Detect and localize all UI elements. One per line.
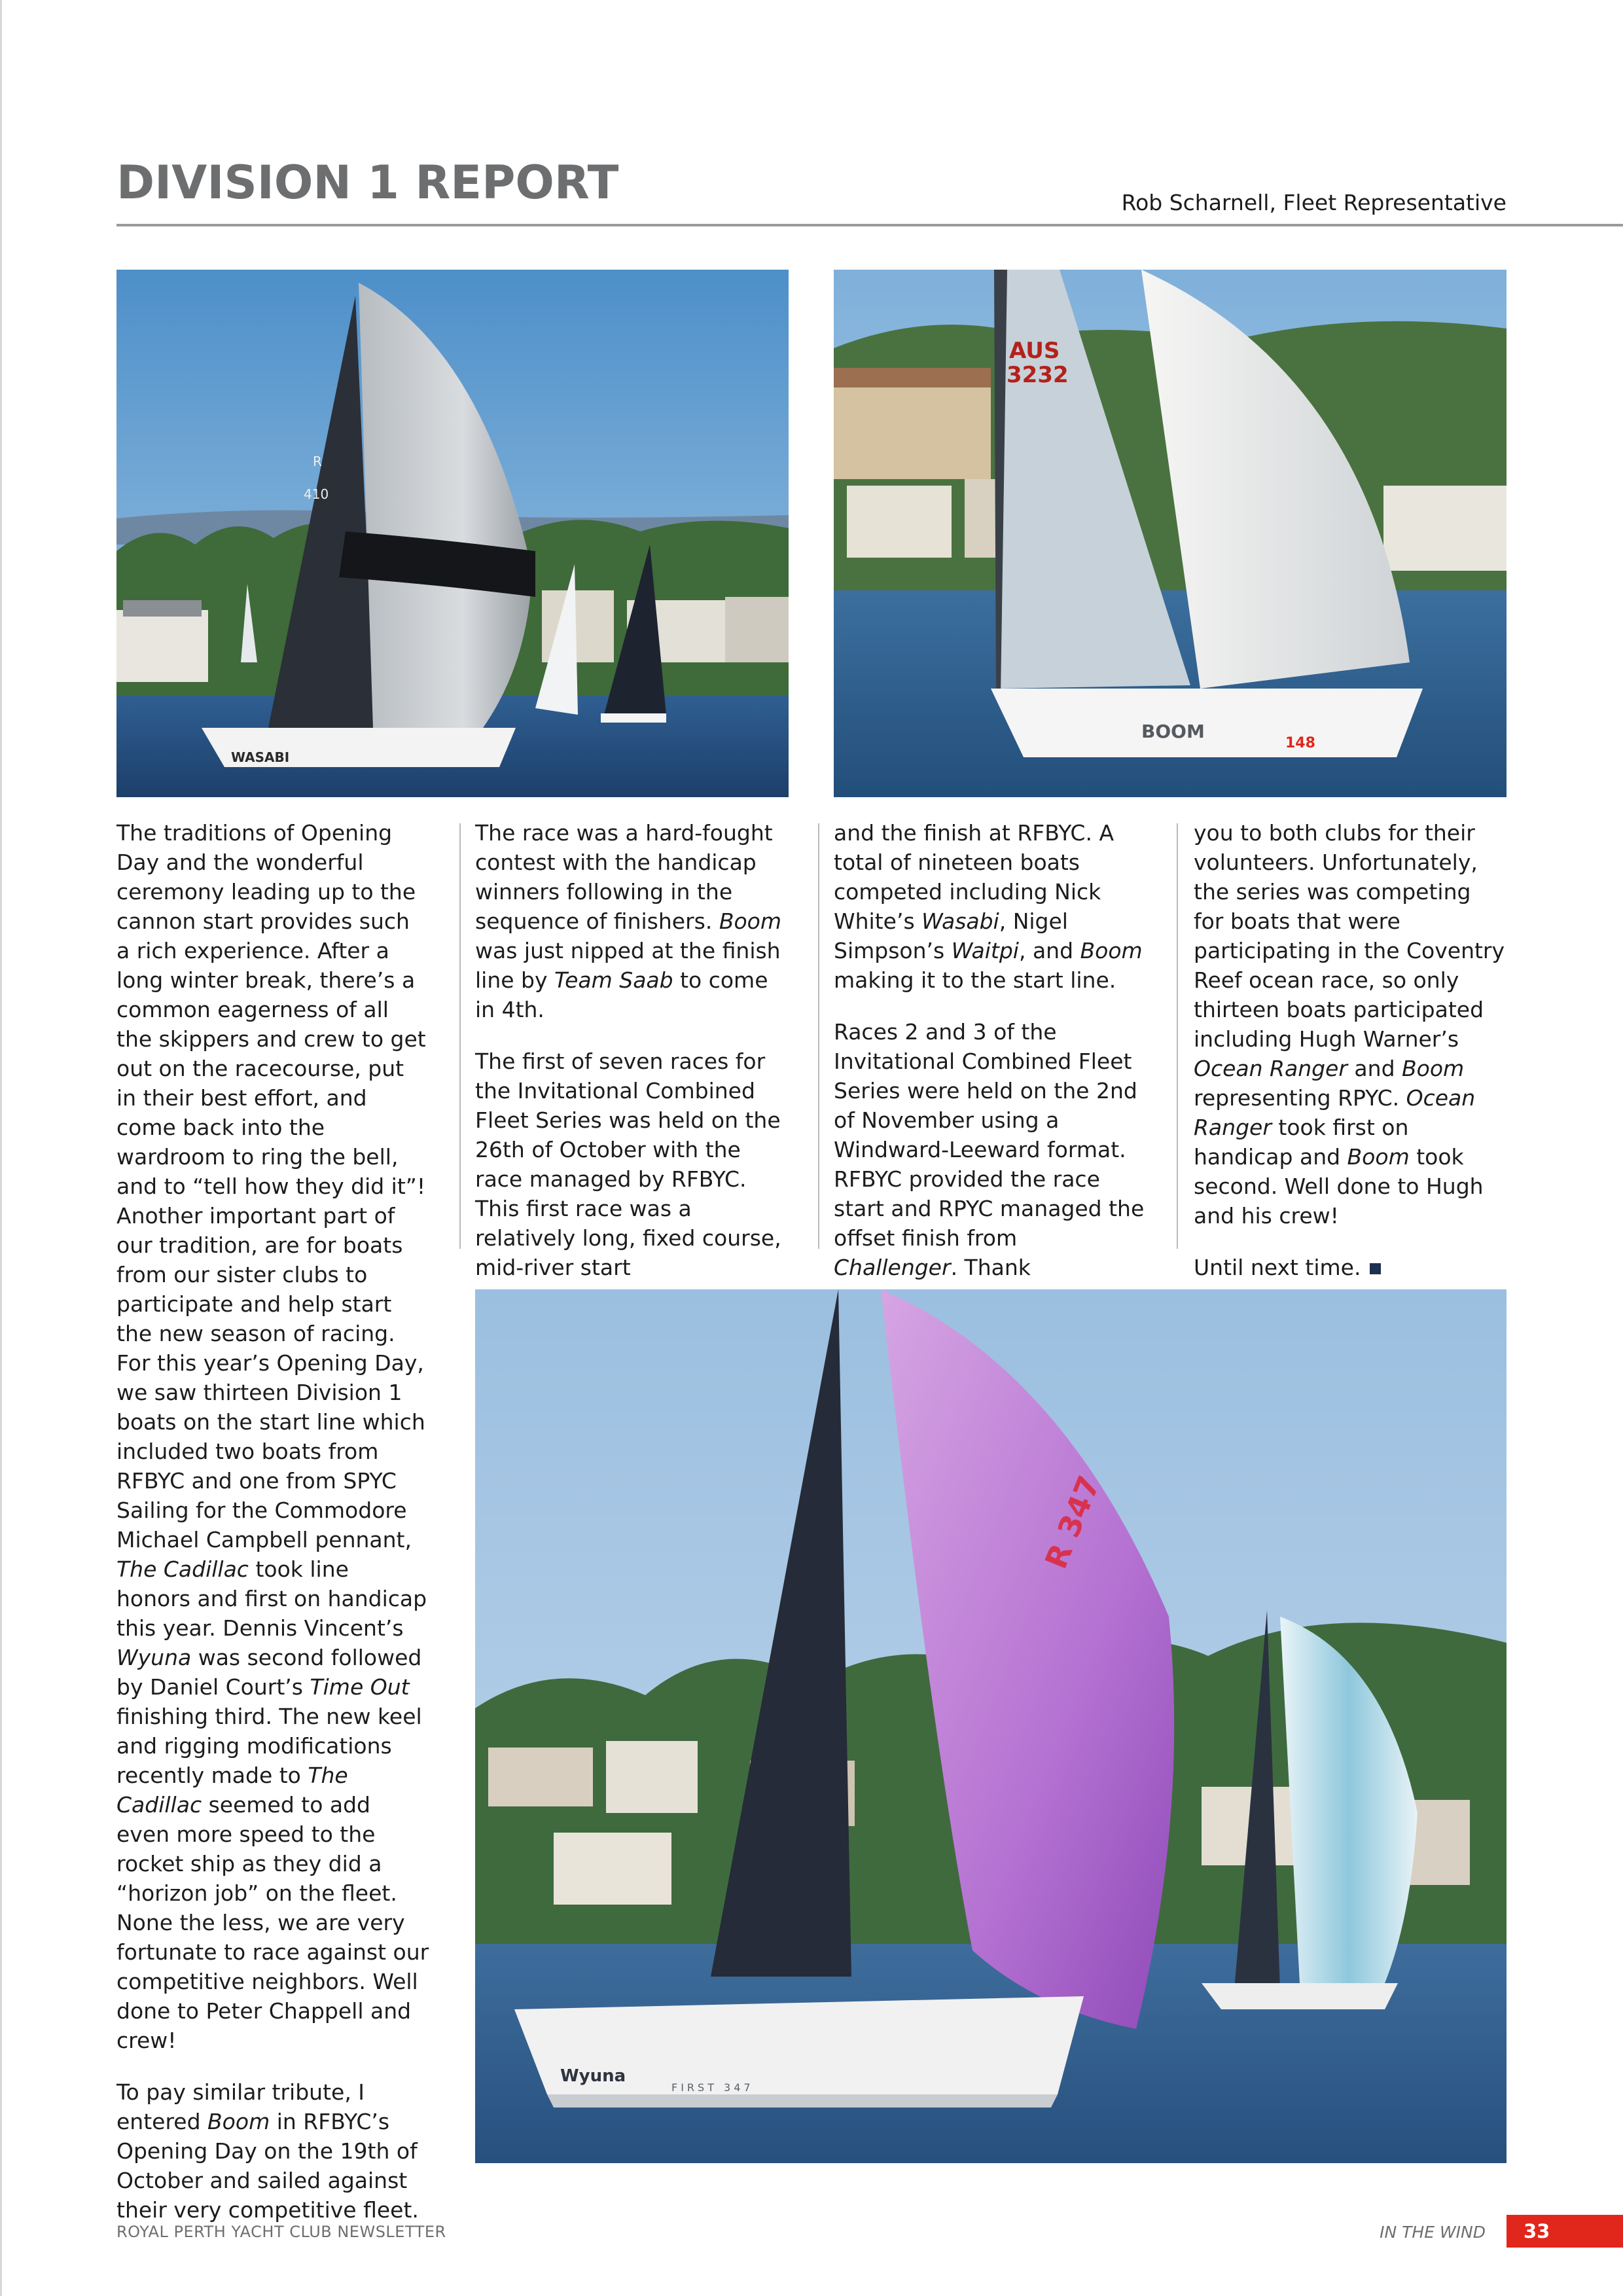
italic-text: Ocean Ranger: [1194, 1056, 1347, 1081]
section-name: IN THE WIND: [1380, 2223, 1486, 2242]
italic-text: Boom: [1402, 1056, 1465, 1081]
boom-bow-number: 148: [1285, 735, 1315, 751]
article-paragraph: [475, 818, 788, 1024]
article-column-4: [1194, 818, 1507, 1304]
text-run: finishing third. The new keel and rigging modifications recently made to: [116, 1704, 422, 1788]
text-run: Races 2 and 3 of the Invitational Combined Fleet Series were held on the 2nd of November using a Windward-Leeward format. RFBYC provided the race start and RPYC managed the offset finish from: [834, 1019, 1145, 1251]
italic-text: Wasabi: [921, 908, 999, 934]
text-run: and: [1347, 1056, 1402, 1081]
text-run: making it to the start line.: [834, 967, 1116, 993]
text-run: , and: [1018, 938, 1080, 963]
italic-text: Boom: [207, 2109, 270, 2134]
italic-text: The Cadillac: [116, 1763, 348, 1818]
text-run: to come in 4th.: [475, 967, 768, 1022]
text-run: The traditions of Opening Day and the wonderful ceremony leading up to the cannon start provides such a rich experience. After a long winter break, there’s a common eagerness of all the skippers and crew to get out on the racecourse, put in their best effort, and come back into the wardroom to ring the bell, and to “tell how they did it”! Another important part of our tradition, are for boats from our sister clubs to participate and help start the new season of racing. For this year’s Opening Day, we saw thirteen Division 1 boats on the start line which included two boats from RFBYC and one from SPYC Sailing for the Commodore Michael Campbell pennant,: [116, 820, 426, 1552]
italic-text: Boom: [719, 908, 782, 934]
wyuna-spinnaker-number: R 347: [1038, 1471, 1107, 1574]
wasabi-sail-number: 410: [304, 486, 329, 502]
text-run: Until next time.: [1194, 1255, 1361, 1280]
text-run: To pay similar tribute, I entered: [116, 2079, 365, 2134]
photo-wyuna-spinnaker: [475, 1289, 1507, 2163]
article-column-3: [834, 818, 1147, 1304]
page-edge-rule: [0, 0, 2, 2296]
italic-text: Boom: [1080, 938, 1143, 963]
wasabi-hull-name: WASABI: [231, 749, 290, 765]
text-run: took first on handicap and: [1194, 1115, 1409, 1170]
text-run: and the finish at RFBYC. A total of nineteen boats competed including Nick White’s: [834, 820, 1115, 934]
photo-boom-upwind: [834, 270, 1507, 797]
wyuna-hull-model: FIRST 347: [671, 2081, 754, 2094]
article-paragraph: [1194, 1253, 1507, 1282]
header-divider: [116, 224, 1623, 226]
text-run: took second. Well done to Hugh and his crew!: [1194, 1144, 1484, 1229]
italic-text: Waitpi: [951, 938, 1019, 963]
text-run: took line honors and first on handicap this year. Dennis Vincent’s: [116, 1556, 427, 1641]
text-run: The first of seven races for the Invitational Combined Fleet Series was held on the 26th of October with the race managed by RFBYC. This first race was a relatively long, fixed course, mid-river start: [475, 1049, 781, 1280]
closing-line: [1194, 1255, 1361, 1280]
column-divider: [459, 823, 461, 1249]
text-run: representing RPYC.: [1194, 1085, 1406, 1111]
text-run: seemed to add even more speed to the rocket ship as they did a “horizon job” on the fleet. None the less, we are very fortunate to race against our competitive neighbors. Well done to Peter Chappell and crew!: [116, 1792, 429, 2053]
column-divider: [818, 823, 819, 1249]
article-paragraph: [1194, 818, 1507, 1230]
italic-text: Team Saab: [554, 967, 673, 993]
column-divider: [1177, 823, 1178, 1249]
italic-text: Challenger: [834, 1255, 951, 1280]
italic-text: Boom: [1347, 1144, 1410, 1170]
article-paragraph: [475, 1047, 788, 1282]
author-byline: Rob Scharnell, Fleet Representative: [1121, 190, 1507, 215]
article-paragraph: [116, 818, 429, 2055]
article-paragraph: [116, 2077, 429, 2225]
article-column-2: [475, 818, 788, 1304]
boom-hull-name: BOOM: [1141, 721, 1205, 742]
text-run: you to both clubs for their volunteers. Unfortunately, the series was competing for boats that were participating in the Coventry Reef ocean race, so only thirteen boats participated including Hugh Warner’s: [1194, 820, 1505, 1052]
publication-name: ROYAL PERTH YACHT CLUB NEWSLETTER: [116, 2223, 446, 2241]
wyuna-hull-name: Wyuna: [560, 2066, 626, 2086]
italic-text: Ocean Ranger: [1194, 1085, 1476, 1140]
article-paragraph: [834, 818, 1147, 995]
page-number: 33: [1507, 2215, 1623, 2248]
text-run: . Thank: [950, 1255, 1031, 1280]
end-of-article-mark: [1370, 1263, 1381, 1274]
italic-text: Wyuna: [116, 1645, 192, 1670]
italic-text: The Cadillac: [116, 1556, 249, 1582]
boom-sail-number: 3232: [1007, 362, 1069, 388]
wasabi-sail-letter: R: [313, 454, 322, 469]
page-title: DIVISION 1 REPORT: [116, 156, 619, 209]
text-run: in RFBYC’s Opening Day on the 19th of October and sailed against their very competitive fleet.: [116, 2109, 419, 2223]
article-paragraph: [834, 1017, 1147, 1282]
article-column-1: [116, 818, 429, 2247]
text-run: The race was a hard-fought contest with the handicap winners following in the sequence of finishers.: [475, 820, 773, 934]
text-run: , Nigel Simpson’s: [834, 908, 1068, 963]
text-run: was just nipped at the finish line by: [475, 938, 781, 993]
photo-wasabi-spinnaker: [116, 270, 789, 797]
italic-text: Time Out: [310, 1674, 410, 1700]
boom-sail-country: AUS: [1009, 338, 1060, 364]
text-run: was second followed by Daniel Court’s: [116, 1645, 422, 1700]
